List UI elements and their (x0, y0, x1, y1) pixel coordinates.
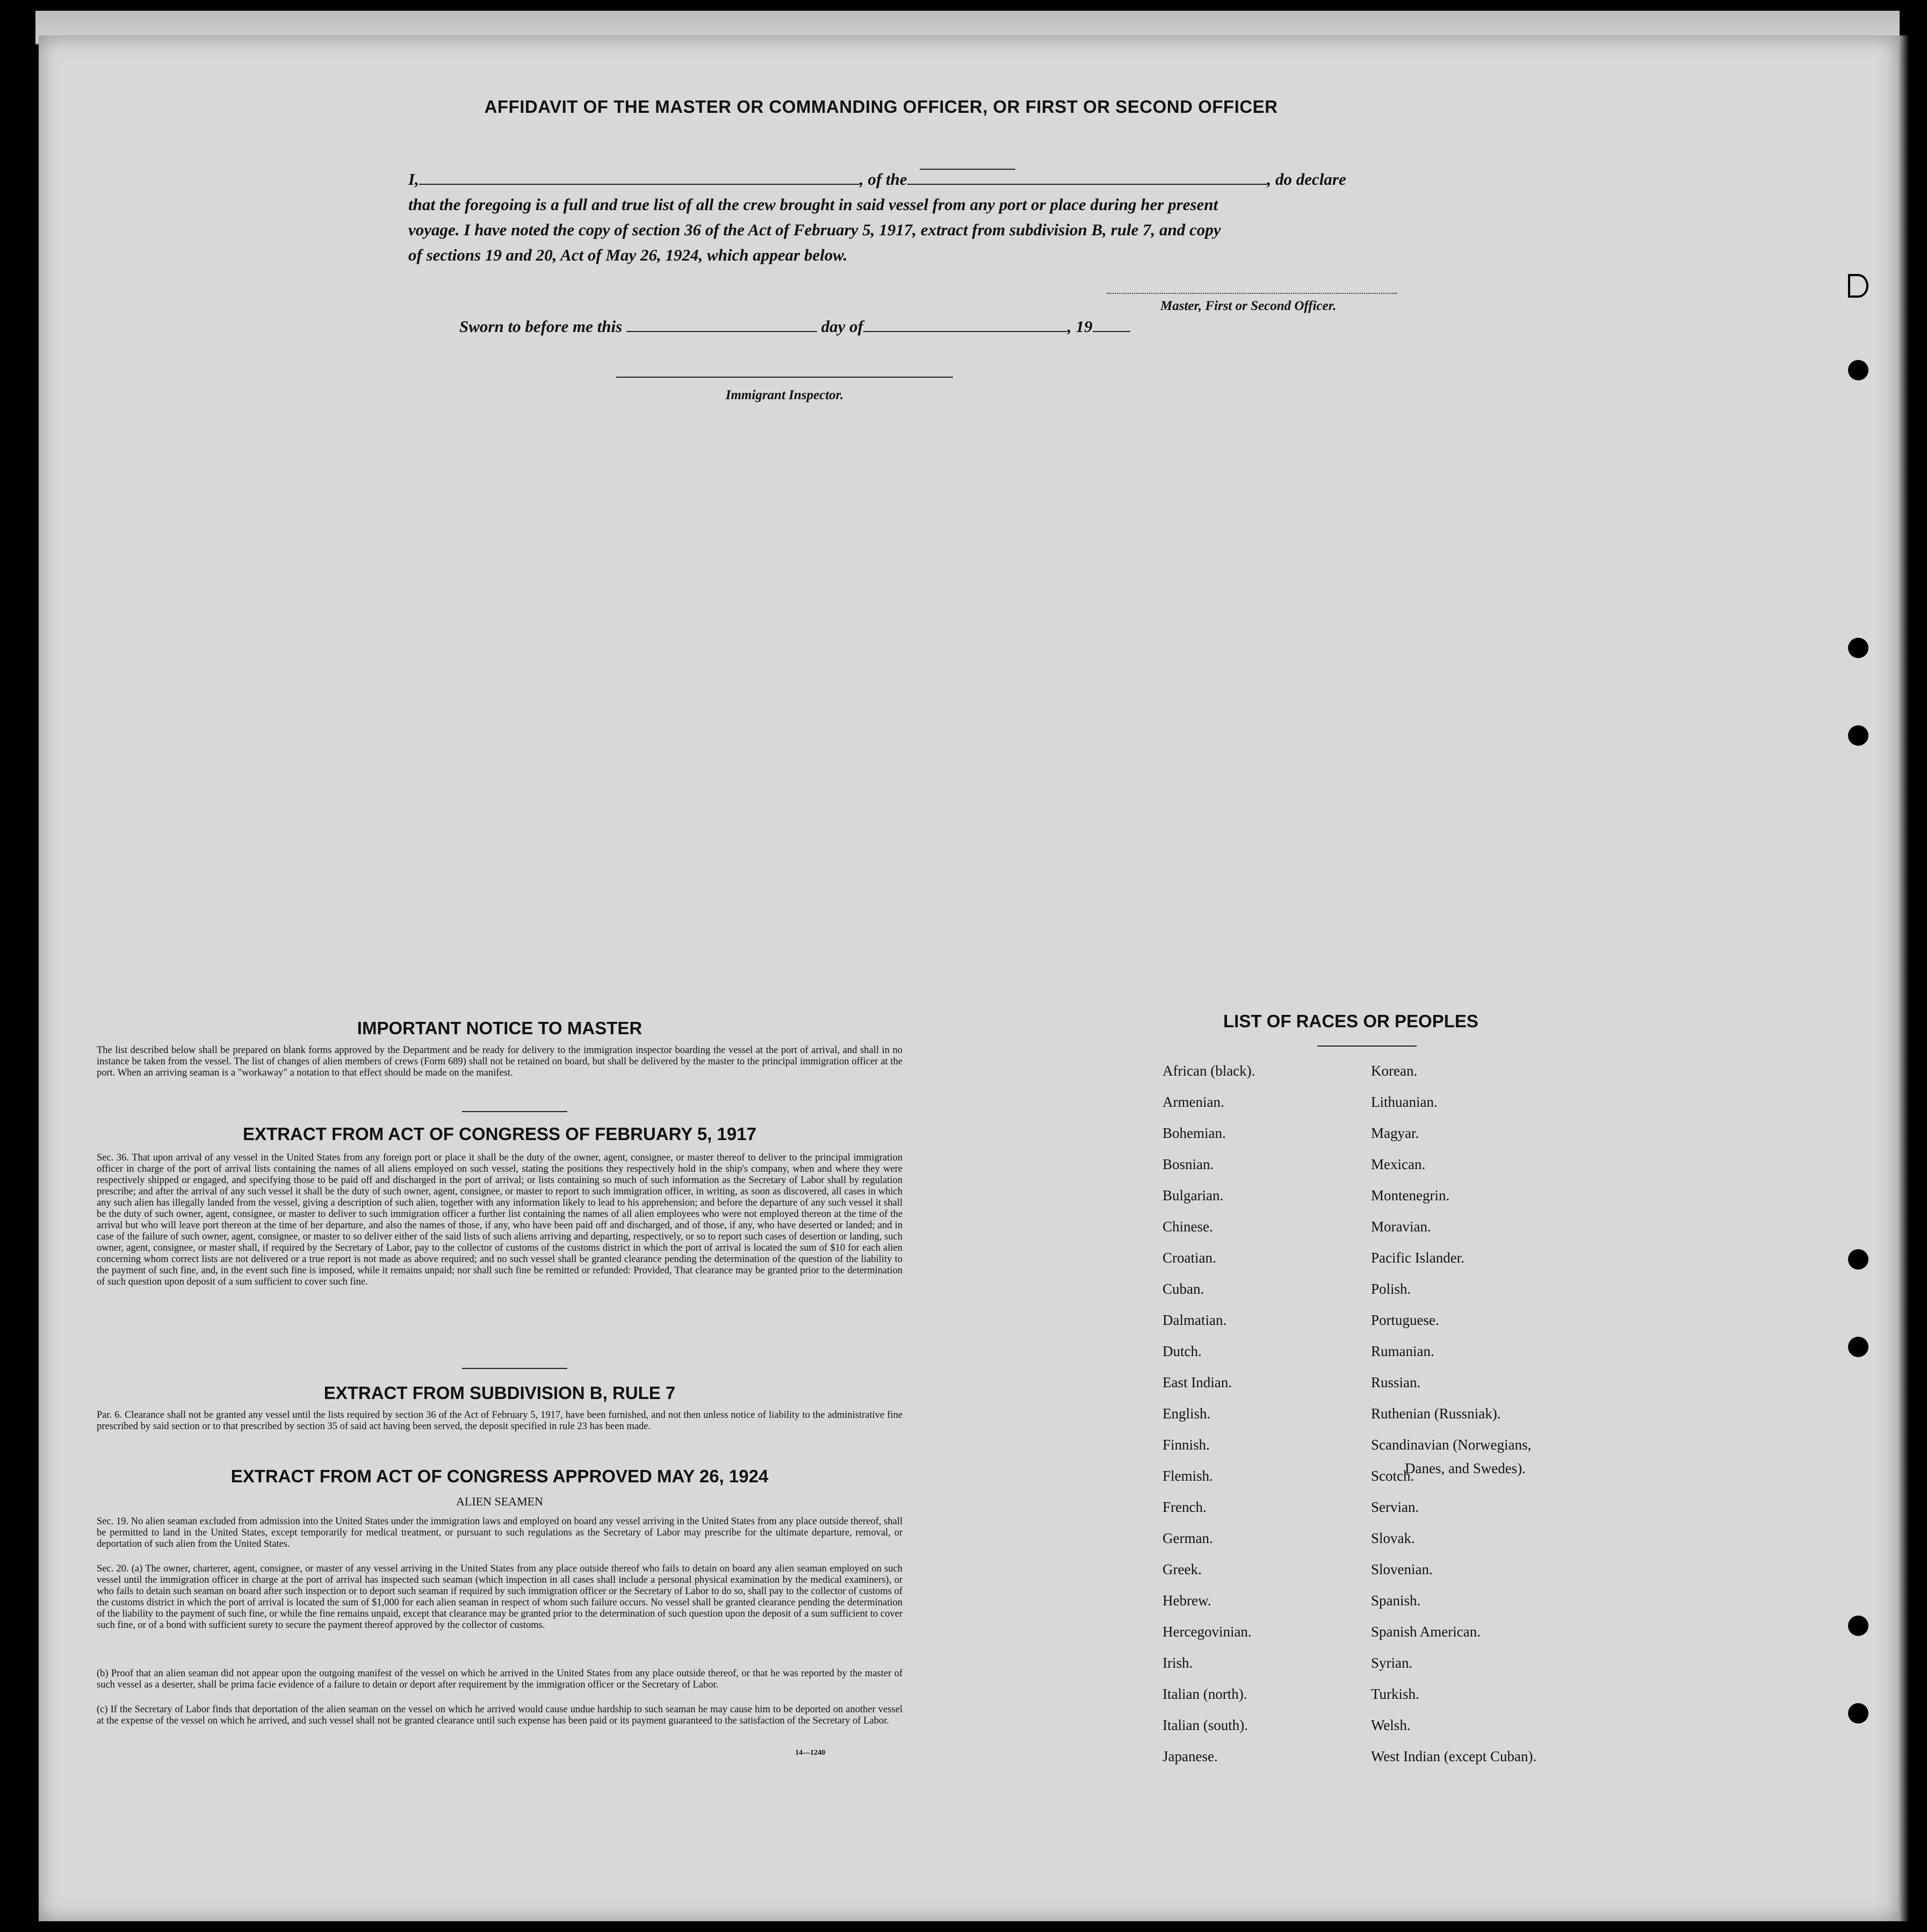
declaration-line-3: voyage. I have noted the copy of section 36 of the Act of February 5, 1917, extract from subdivision B, rule 7, and copy (408, 220, 1221, 239)
declaration-line-2: that the foregoing is a full and true list of all the crew brought in said vessel from any port or place during her present (408, 195, 1218, 214)
punch-hole (1848, 1249, 1868, 1270)
race-item: Pacific Islander. (1371, 1250, 1464, 1266)
race-item: Greek. (1163, 1561, 1202, 1577)
day-of-label: day of (821, 317, 863, 336)
race-item: Portuguese. (1371, 1312, 1439, 1328)
race-item: Irish. (1163, 1655, 1193, 1671)
race-item: Lithuanian. (1371, 1094, 1438, 1110)
races-divider (1317, 1046, 1417, 1047)
race-item: Rumanian. (1371, 1343, 1434, 1359)
races-title: LIST OF RACES OR PEOPLES (1223, 1011, 1478, 1031)
race-item: Ruthenian (Russniak). (1371, 1405, 1501, 1422)
punch-hole (1848, 274, 1868, 298)
of-the-label: , of the (859, 170, 907, 189)
race-item: Finnish. (1163, 1437, 1210, 1453)
notice-body: The list described below shall be prepared on blank forms approved by the Department and be ready for delivery to the immigration inspector boarding the vessel at the port of arrival, and shall in no instance be taken from the vessel. The list of changes of alien members of crews (Form 689) shall not be retained on board, but shall be delivered by the master to the principal immigration officer at the port. When an arriving seaman is a "workaway" a notation to that effect should be made on the manifest. (97, 1045, 903, 1078)
race-item: Korean. (1371, 1063, 1418, 1079)
notice-title: IMPORTANT NOTICE TO MASTER (357, 1018, 643, 1038)
right-edge-shadow (1899, 35, 1909, 1921)
year-prefix: , 19 (1067, 317, 1093, 336)
punch-hole (1848, 360, 1868, 380)
race-item: Dalmatian. (1163, 1312, 1227, 1328)
race-item: Flemish. (1163, 1468, 1213, 1484)
race-item: Croatian. (1163, 1250, 1216, 1266)
sworn-day-field[interactable] (626, 331, 817, 332)
signature-caption: Master, First or Second Officer. (1160, 299, 1337, 313)
form-number: 14—1240 (795, 1749, 825, 1757)
affidavit-declaration (408, 167, 1472, 268)
sec20b-body: (b) Proof that an alien seaman did not appear upon the outgoing manifest of the vessel on which he arrived in the United States from any place outside thereof, or that he was reported by the master of such vessel as a deserter, shall be prima facie evidence of a failure to detain or deport after requirement by the immigration officer or the Secretary of Labor. (97, 1668, 903, 1690)
i-label: I, (408, 170, 419, 189)
race-item: Hebrew. (1163, 1592, 1211, 1609)
race-item: Polish. (1371, 1281, 1411, 1297)
race-item: Bohemian. (1163, 1125, 1226, 1141)
race-item: Bulgarian. (1163, 1187, 1224, 1203)
sworn-year-field[interactable] (1093, 331, 1130, 332)
races-scandinavian-continuation: Danes, and Swedes). (1405, 1460, 1526, 1476)
race-item: German. (1163, 1530, 1213, 1546)
sworn-line (459, 317, 1130, 336)
race-item: Spanish American. (1371, 1624, 1481, 1640)
race-item: Syrian. (1371, 1655, 1413, 1671)
rule7-title: EXTRACT FROM SUBDIVISION B, RULE 7 (323, 1383, 676, 1403)
race-item: Servian. (1371, 1499, 1419, 1515)
race-item: English. (1163, 1405, 1211, 1422)
race-item: Moravian. (1371, 1219, 1431, 1235)
vessel-field[interactable] (907, 184, 1267, 185)
race-item: Chinese. (1163, 1219, 1213, 1235)
rule7-body: Par. 6. Clearance shall not be granted any vessel until the lists required by section 36 of the Act of February 5, 1917, have been furnished, and not then unless notice of liability to the administrative fine prescribed by said section or to that prescribed by section 35 of said act having been served, the deposit specified in rule 23 has been made. (97, 1410, 903, 1432)
race-item: Welsh. (1371, 1717, 1411, 1733)
race-item: Italian (north). (1163, 1686, 1247, 1702)
race-item: African (black). (1163, 1063, 1255, 1079)
race-item: Scandinavian (Norwegians, (1371, 1437, 1532, 1453)
race-item: Magyar. (1371, 1125, 1419, 1141)
races-left-column (1163, 1063, 1255, 1779)
sec20a-body: Sec. 20. (a) The owner, charterer, agent, consignee, or master of any vessel arriving in the United States from any place outside thereof who fails to detain on board any alien seaman employed on such vessel until the immigration officer in charge at the port of arrival has inspected such seaman (which inspection in all cases shall include a personal physical examination by the medical examiners), or who fails to detain such seaman on board after such inspection or to deport such seaman if required by such immigration officer or the Secretary of Labor to do so, shall pay to the collector of customs of the customs district in which the port of arrival is located the sum of $1,000 for each alien seaman in respect of whom such failure occurs. No vessel shall be granted clearance pending the determination of the liability to the payment of such fine, or while the fine remains unpaid, except that clearance may be granted prior to the determination of such question upon the deposit of a sum sufficient to cover such fine, or of a bond with sufficient surety to secure the payment thereof approved by the collector of customs. (97, 1563, 903, 1631)
punch-hole (1848, 638, 1868, 658)
race-item: French. (1163, 1499, 1207, 1515)
inspector-signature-line[interactable] (616, 377, 953, 378)
race-item: Armenian. (1163, 1094, 1224, 1110)
name-field[interactable] (419, 184, 860, 185)
race-item: Hercegovinian. (1163, 1624, 1252, 1640)
race-item: Spanish. (1371, 1592, 1421, 1609)
sec20c-body: (c) If the Secretary of Labor finds that deportation of the alien seaman on the vessel on which he arrived would cause undue hardship to such seaman he may cause him to be deported on another vessel at the expense of the vessel on which he arrived, and such vessel shall not be granted clearance until such expense has been paid or its payment guaranteed to the satisfaction of the Secretary of Labor. (97, 1704, 903, 1726)
punch-hole (1848, 1616, 1868, 1636)
sworn-prefix: Sworn to before me this (459, 317, 623, 336)
race-item: Montenegrin. (1371, 1187, 1450, 1203)
punch-hole (1848, 1337, 1868, 1357)
alien-seamen-subtitle: ALIEN SEAMEN (456, 1495, 543, 1508)
sec19-body: Sec. 19. No alien seaman excluded from admission into the United States under the immigration laws and employed on board any vessel arriving in the United States from any place outside thereof, shall be permitted to land in the United States, except temporarily for medical treatment, or pursuant to such regulations as the Secretary of Labor may prescribe for the ultimate departure, removal, or deportation of such alien from the United States. (97, 1516, 903, 1549)
race-item: Russian. (1371, 1374, 1421, 1390)
affidavit-title: AFFIDAVIT OF THE MASTER OR COMMANDING OFFICER, OR FIRST OR SECOND OFFICER (484, 97, 1278, 117)
section-divider (462, 1368, 567, 1369)
race-item: Mexican. (1371, 1156, 1426, 1172)
sworn-month-field[interactable] (863, 331, 1067, 332)
race-item: Scotch. (1371, 1468, 1414, 1484)
race-item: Japanese. (1163, 1748, 1218, 1764)
section-divider (462, 1111, 567, 1112)
punch-hole (1848, 1703, 1868, 1724)
inspector-caption: Immigrant Inspector. (725, 388, 844, 402)
declaration-line-1 (408, 167, 1472, 192)
race-item: Bosnian. (1163, 1156, 1214, 1172)
do-declare-label: , do declare (1267, 170, 1346, 189)
declaration-line-4: of sections 19 and 20, Act of May 26, 1924, which appear below. (408, 246, 848, 264)
race-item: Turkish. (1371, 1686, 1419, 1702)
race-item: Dutch. (1163, 1343, 1202, 1359)
race-item: Cuban. (1163, 1281, 1204, 1297)
race-item: Slovak. (1371, 1530, 1415, 1546)
signature-line[interactable] (1107, 293, 1397, 294)
race-item: East Indian. (1163, 1374, 1232, 1390)
race-item: Italian (south). (1163, 1717, 1248, 1733)
extract-1917-title: EXTRACT FROM ACT OF CONGRESS OF FEBRUARY 5, 1917 (243, 1124, 756, 1144)
race-item: West Indian (except Cuban). (1371, 1748, 1537, 1764)
races-right-column (1371, 1063, 1536, 1779)
race-item: Slovenian. (1371, 1561, 1433, 1577)
extract-1917-body: Sec. 36. That upon arrival of any vessel in the United States from any foreign port or place it shall be the duty of the owner, agent, consignee, or master thereof to deliver to the principal immigration officer in charge of the port of arrival lists containing the names of all aliens employed on such vessel, stating the positions they respectively hold in the ship's company, when and where they were respectively shipped or engaged, and specifying those to be paid off and discharged in the port of arrival; or lists containing so much of such information as the Secretary of Labor shall by regulation prescribe; and after the arrival of any such vessel it shall be the duty of such owner, agent, consignee, or master to report to such immigration officer, in writing, as soon as discovered, all cases in which any such alien has illegally landed from the vessel, giving a description of such alien, together with any information likely to lead to his apprehension; and before the departure of any such vessel it shall be the duty of such owner, agent, consignee, or master to deliver to such immigration officer a further list containing the names of all alien employees who were not employed thereon at the time of the arrival but who will leave port thereon at the time of her departure, and also the names of those, if any, who have been paid off and discharged, and of those, if any, who have deserted or landed; and in case of the failure of such owner, agent, consignee, or master to so deliver either of the said lists of such aliens arriving and departing, respectively, or so to report such cases of desertion or landing, such owner, agent, consignee, or master shall, if required by the Secretary of Labor, pay to the collector of customs of the customs district in which the port of arrival is located the sum of $10 for each alien concerning whom correct lists are not delivered or a true report is not made as above required; and no such vessel shall be granted clearance pending the determination of the question of the liability to the payment of such fine, and, in the event such fine is imposed, while it remains unpaid; nor shall such fine be remitted or refunded: Provided, That clearance may be granted prior to the determination of such question upon deposit of a sum sufficient to cover such fine. (97, 1152, 903, 1287)
punch-hole (1848, 725, 1868, 746)
extract-1924-title: EXTRACT FROM ACT OF CONGRESS APPROVED MAY 26, 1924 (230, 1466, 769, 1486)
